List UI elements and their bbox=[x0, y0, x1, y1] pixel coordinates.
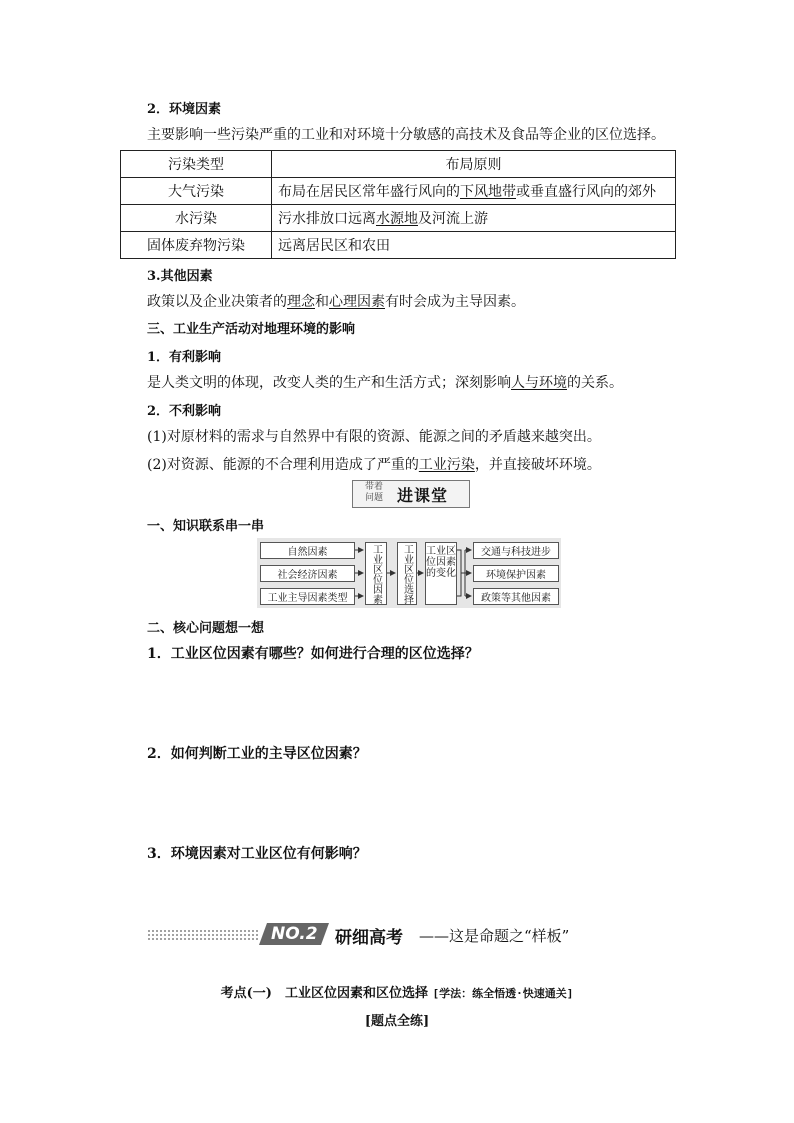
header-layout-principle: 布局原则 bbox=[272, 151, 676, 178]
header-pollution-type: 污染类型 bbox=[121, 151, 272, 178]
section3-heading: 三、工业生产活动对地理环境的影响 bbox=[147, 322, 356, 337]
no2-title: 研细高考 bbox=[335, 928, 403, 948]
question-3: 3．环境因素对工业区位有何影响？ bbox=[147, 846, 367, 862]
positive-heading: 1．有利影响 bbox=[147, 350, 222, 365]
banner-title: 进课堂 bbox=[397, 486, 449, 505]
core-questions-heading: 二、核心问题想一想 bbox=[147, 621, 265, 636]
other-text: 政策以及企业决策者的理念和心理因素有时会成为主导因素。 bbox=[147, 294, 525, 310]
negative-item-1: (1)对原材料的需求与自然界中有限的资源、能源之间的矛盾越来越突出。 bbox=[147, 429, 601, 445]
knowledge-heading: 一、知识联系串一串 bbox=[147, 519, 265, 534]
node-factor-changes: 工业区位因素的变化 bbox=[425, 542, 457, 605]
cell-principle: 污水排放口远离水源地及河流上游 bbox=[272, 205, 676, 232]
kaodian-study-method: [学法：练全悟透·快速通关] bbox=[432, 987, 574, 1000]
question-2: 2．如何判断工业的主导区位因素？ bbox=[147, 746, 367, 762]
cell-principle: 布局在居民区常年盛行风向的下风地带或垂直盛行风向的郊外 bbox=[272, 178, 676, 205]
dotted-pattern bbox=[147, 929, 259, 941]
other-heading: 3.其他因素 bbox=[147, 269, 213, 284]
env-intro: 主要影响一些污染严重的工业和对环境十分敏感的高技术及食品等企业的区位选择。 bbox=[147, 127, 665, 143]
cell-principle: 远离居民区和农田 bbox=[272, 232, 676, 259]
node-location-factors: 工业区位因素 bbox=[365, 542, 387, 605]
no2-section-banner bbox=[147, 923, 647, 947]
node-environmental-protection: 环境保护因素 bbox=[473, 565, 559, 582]
node-policy-other: 政策等其他因素 bbox=[473, 588, 559, 605]
node-socioeconomic-factors: 社会经济因素 bbox=[260, 565, 355, 582]
table-row bbox=[121, 178, 676, 205]
cell-type: 水污染 bbox=[121, 205, 272, 232]
banner-small-text: 带着 问题 bbox=[365, 482, 384, 503]
question-1: 1．工业区位因素有哪些？如何进行合理的区位选择？ bbox=[147, 646, 479, 662]
kaodian-label: 考点(一) 工业区位因素和区位选择 bbox=[220, 986, 428, 1001]
table-row bbox=[121, 232, 676, 259]
node-natural-factors: 自然因素 bbox=[260, 542, 355, 559]
table-row bbox=[121, 205, 676, 232]
node-location-choice: 工业区位选择 bbox=[397, 542, 417, 605]
kaodian-line bbox=[0, 982, 794, 1001]
node-dominant-factor-types: 工业主导因素类型 bbox=[260, 588, 355, 605]
cell-type: 大气污染 bbox=[121, 178, 272, 205]
no2-tag: NO.2 bbox=[271, 924, 318, 944]
tidian-label: [题点全练] bbox=[364, 1014, 430, 1029]
negative-item-2: (2)对资源、能源的不合理利用造成了严重的工业污染，并直接破坏环境。 bbox=[147, 457, 601, 473]
cell-type: 固体废弃物污染 bbox=[121, 232, 272, 259]
into-class-banner bbox=[352, 480, 470, 508]
env-heading: 2．环境因素 bbox=[147, 102, 222, 117]
knowledge-diagram bbox=[257, 538, 561, 608]
pollution-table bbox=[120, 150, 676, 259]
no2-subtitle: ——这是命题之“样板” bbox=[419, 927, 570, 945]
node-transport-tech: 交通与科技进步 bbox=[473, 542, 559, 559]
negative-heading: 2．不利影响 bbox=[147, 404, 222, 419]
table-header-row bbox=[121, 151, 676, 178]
positive-text: 是人类文明的体现，改变人类的生产和生活方式；深刻影响人与环境的关系。 bbox=[147, 375, 623, 391]
